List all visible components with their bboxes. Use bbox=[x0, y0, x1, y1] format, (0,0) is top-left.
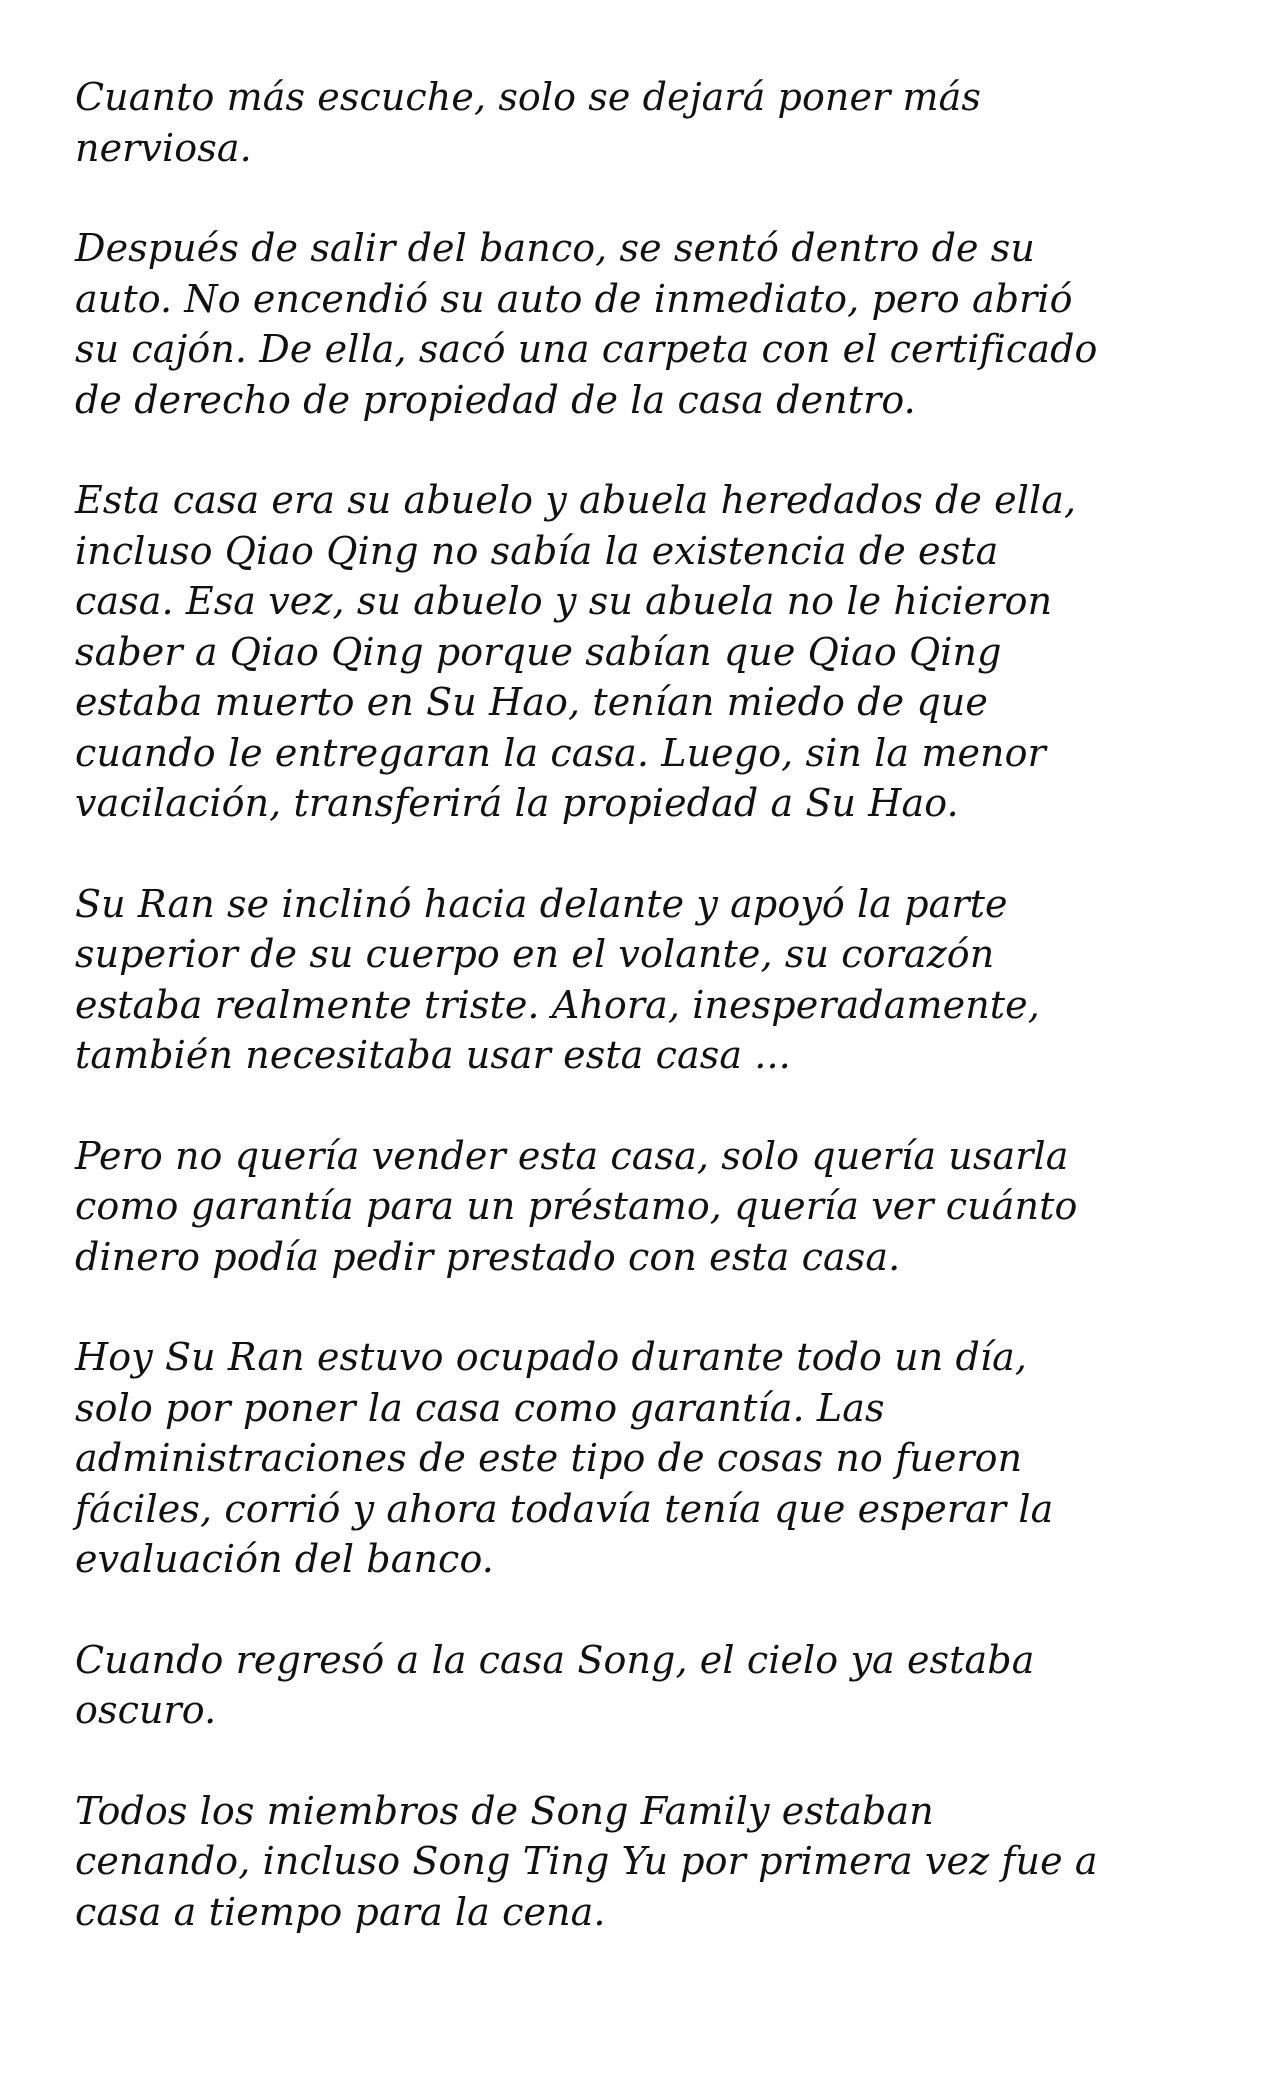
paragraph-3: Esta casa era su abuelo y abuela heredados de ella, incluso Qiao Qing no sabía la existencia de esta casa. Esa vez, su abuelo y su abuela no le hicieron saber a Qiao Qing porque sabían que Qiao Qing estaba muerto en Su Hao, tenían miedo de que cuando le entregaran la casa. Luego, sin la menor vacilación, transferirá la propiedad a Su Hao. bbox=[75, 478, 1077, 825]
paragraph-8: Todos los miembros de Song Family estaban cenando, incluso Song Ting Yu por primera vez fue a casa a tiempo para la cena. bbox=[75, 1788, 1098, 1934]
paragraph-2: Después de salir del banco, se sentó dentro de su auto. No encendió su auto de inmediato, pero abrió su cajón. De ella, sacó una carpeta con el certificado de derecho de propiedad de la casa dentro. bbox=[75, 226, 1098, 422]
paragraph-5: Pero no quería vender esta casa, solo quería usarla como garantía para un préstamo, quería ver cuánto dinero podía pedir prestado con esta casa. bbox=[75, 1133, 1078, 1279]
document-page bbox=[75, 72, 1225, 1987]
paragraph-4: Su Ran se inclinó hacia delante y apoyó la parte superior de su cuerpo en el volante, su corazón estaba realmente triste. Ahora, inesperadamente, también necesitaba usar esta casa ... bbox=[75, 881, 1040, 1077]
paragraph-7: Cuando regresó a la casa Song, el cielo ya estaba oscuro. bbox=[75, 1637, 1035, 1732]
paragraph-1: Cuanto más escuche, solo se dejará poner más nerviosa. bbox=[75, 75, 982, 170]
paragraph-6: Hoy Su Ran estuvo ocupado durante todo un día, solo por poner la casa como garantía. Las administraciones de este tipo de cosas no fueron fáciles, corrió y ahora todavía tenía que esperar la evaluación del banco. bbox=[75, 1335, 1054, 1581]
